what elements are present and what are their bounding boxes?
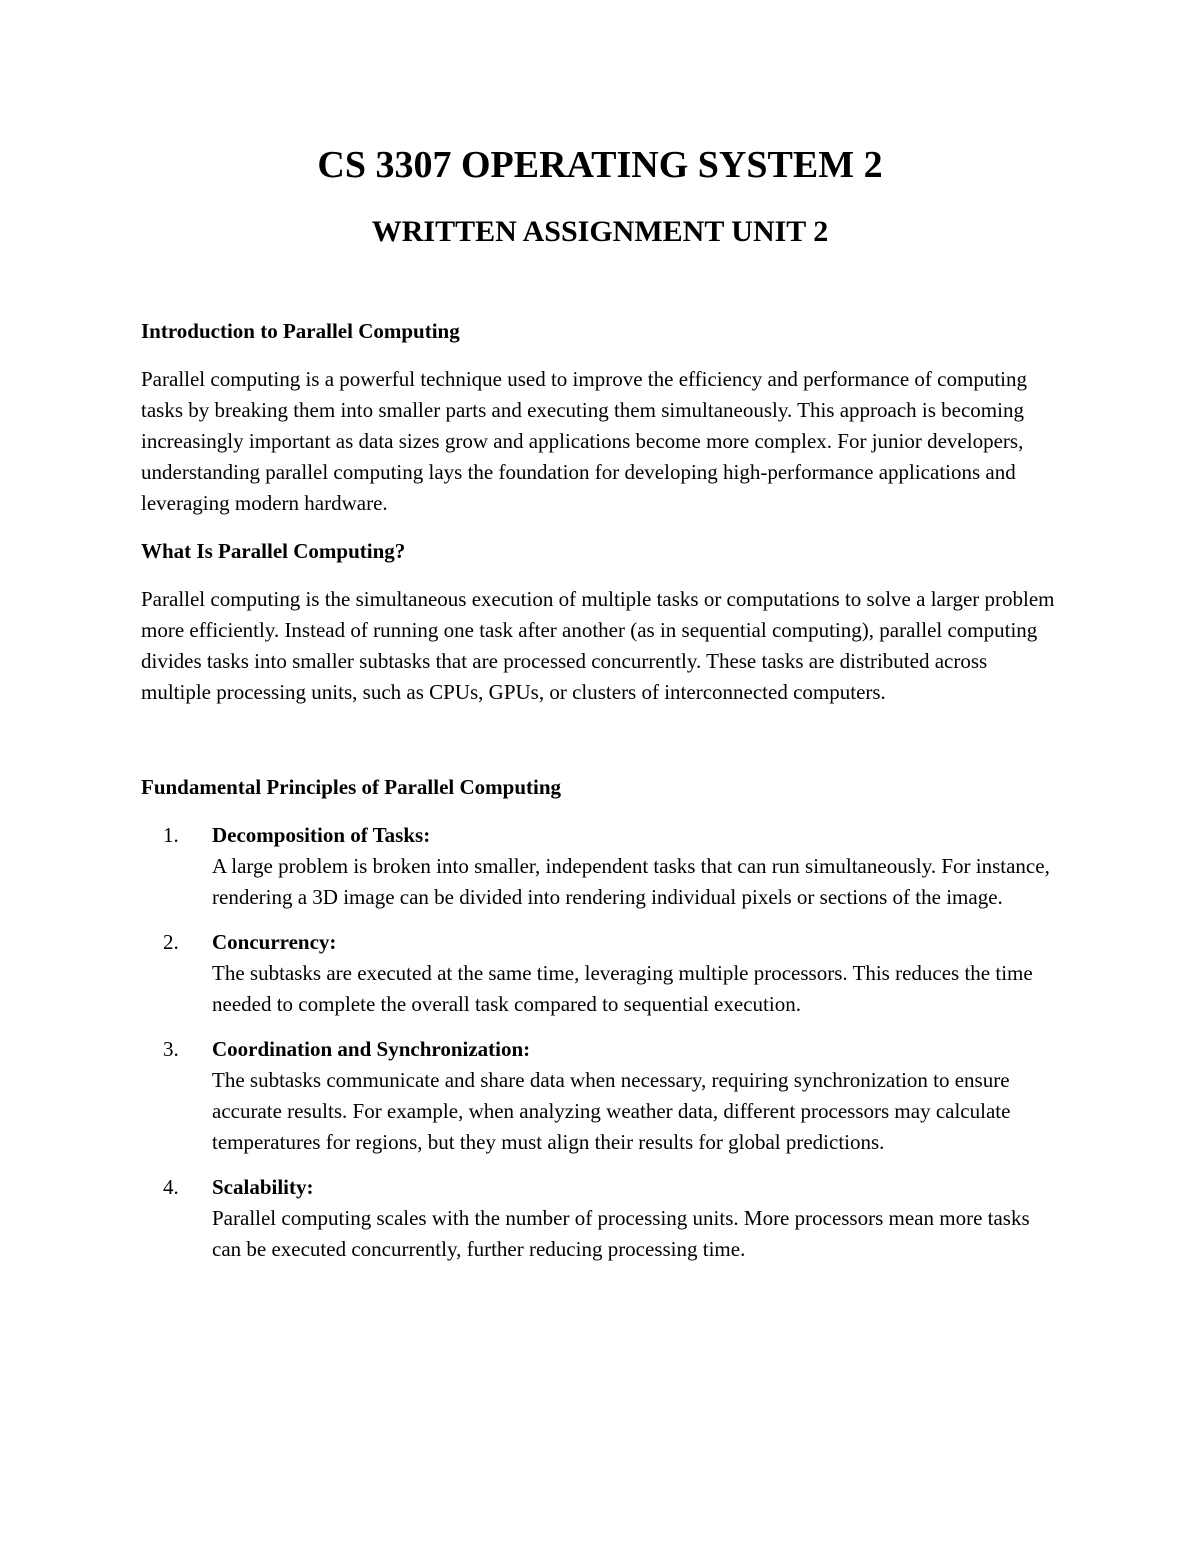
section-body-intro: Parallel computing is a powerful technique used to improve the efficiency and performance of computing tasks by breaking them into smaller parts and executing them simultaneously. This approach is becoming increasingly important as data sizes grow and applications become more complex. For junior developers, understanding parallel computing lays the foundation for developing high-performance applications and leveraging modern hardware. xyxy=(141,367,1027,515)
document-title: CS 3307 OPERATING SYSTEM 2 xyxy=(317,144,883,186)
list-item-text: The subtasks communicate and share data when necessary, requiring synchronization to ensure accurate results. For example, when analyzing weather data, different processors may calculate temperatures for regions, but they must align their results for global predictions. xyxy=(212,1068,1011,1154)
section-heading-what: What Is Parallel Computing? xyxy=(141,539,406,563)
document-body xyxy=(141,316,1061,1279)
list-item-title: Coordination and Synchronization: xyxy=(212,1037,531,1061)
list-item-text: The subtasks are executed at the same time, leveraging multiple processors. This reduces the time needed to complete the overall task compared to sequential execution. xyxy=(212,961,1033,1016)
section-body-what: Parallel computing is the simultaneous execution of multiple tasks or computations to solve a larger problem more efficiently. Instead of running one task after another (as in sequential computing), parallel computing divides tasks into smaller subtasks that are processed concurrently. These tasks are distributed across multiple processing units, such as CPUs, GPUs, or clusters of interconnected computers. xyxy=(141,587,1055,704)
principles-list xyxy=(141,820,1061,1265)
list-item xyxy=(141,927,1061,1020)
list-item-number: 1. xyxy=(163,823,179,847)
document-subtitle: WRITTEN ASSIGNMENT UNIT 2 xyxy=(371,215,829,248)
list-item-text: Parallel computing scales with the number of processing units. More processors mean more tasks can be executed concurrently, further reducing processing time. xyxy=(212,1206,1030,1261)
list-item-title: Decomposition of Tasks: xyxy=(212,823,431,847)
list-item-number: 2. xyxy=(163,930,179,954)
list-item-number: 4. xyxy=(163,1175,179,1199)
section-heading-intro: Introduction to Parallel Computing xyxy=(141,319,460,343)
list-item-text: A large problem is broken into smaller, independent tasks that can run simultaneously. For instance, rendering a 3D image can be divided into rendering individual pixels or sections of the image. xyxy=(212,854,1050,909)
list-item xyxy=(141,1034,1061,1158)
list-item-title: Scalability: xyxy=(212,1175,314,1199)
list-item-number: 3. xyxy=(163,1037,179,1061)
list-item xyxy=(141,820,1061,913)
list-item xyxy=(141,1172,1061,1265)
section-heading-fundamentals: Fundamental Principles of Parallel Computing xyxy=(141,775,561,799)
list-item-title: Concurrency: xyxy=(212,930,337,954)
